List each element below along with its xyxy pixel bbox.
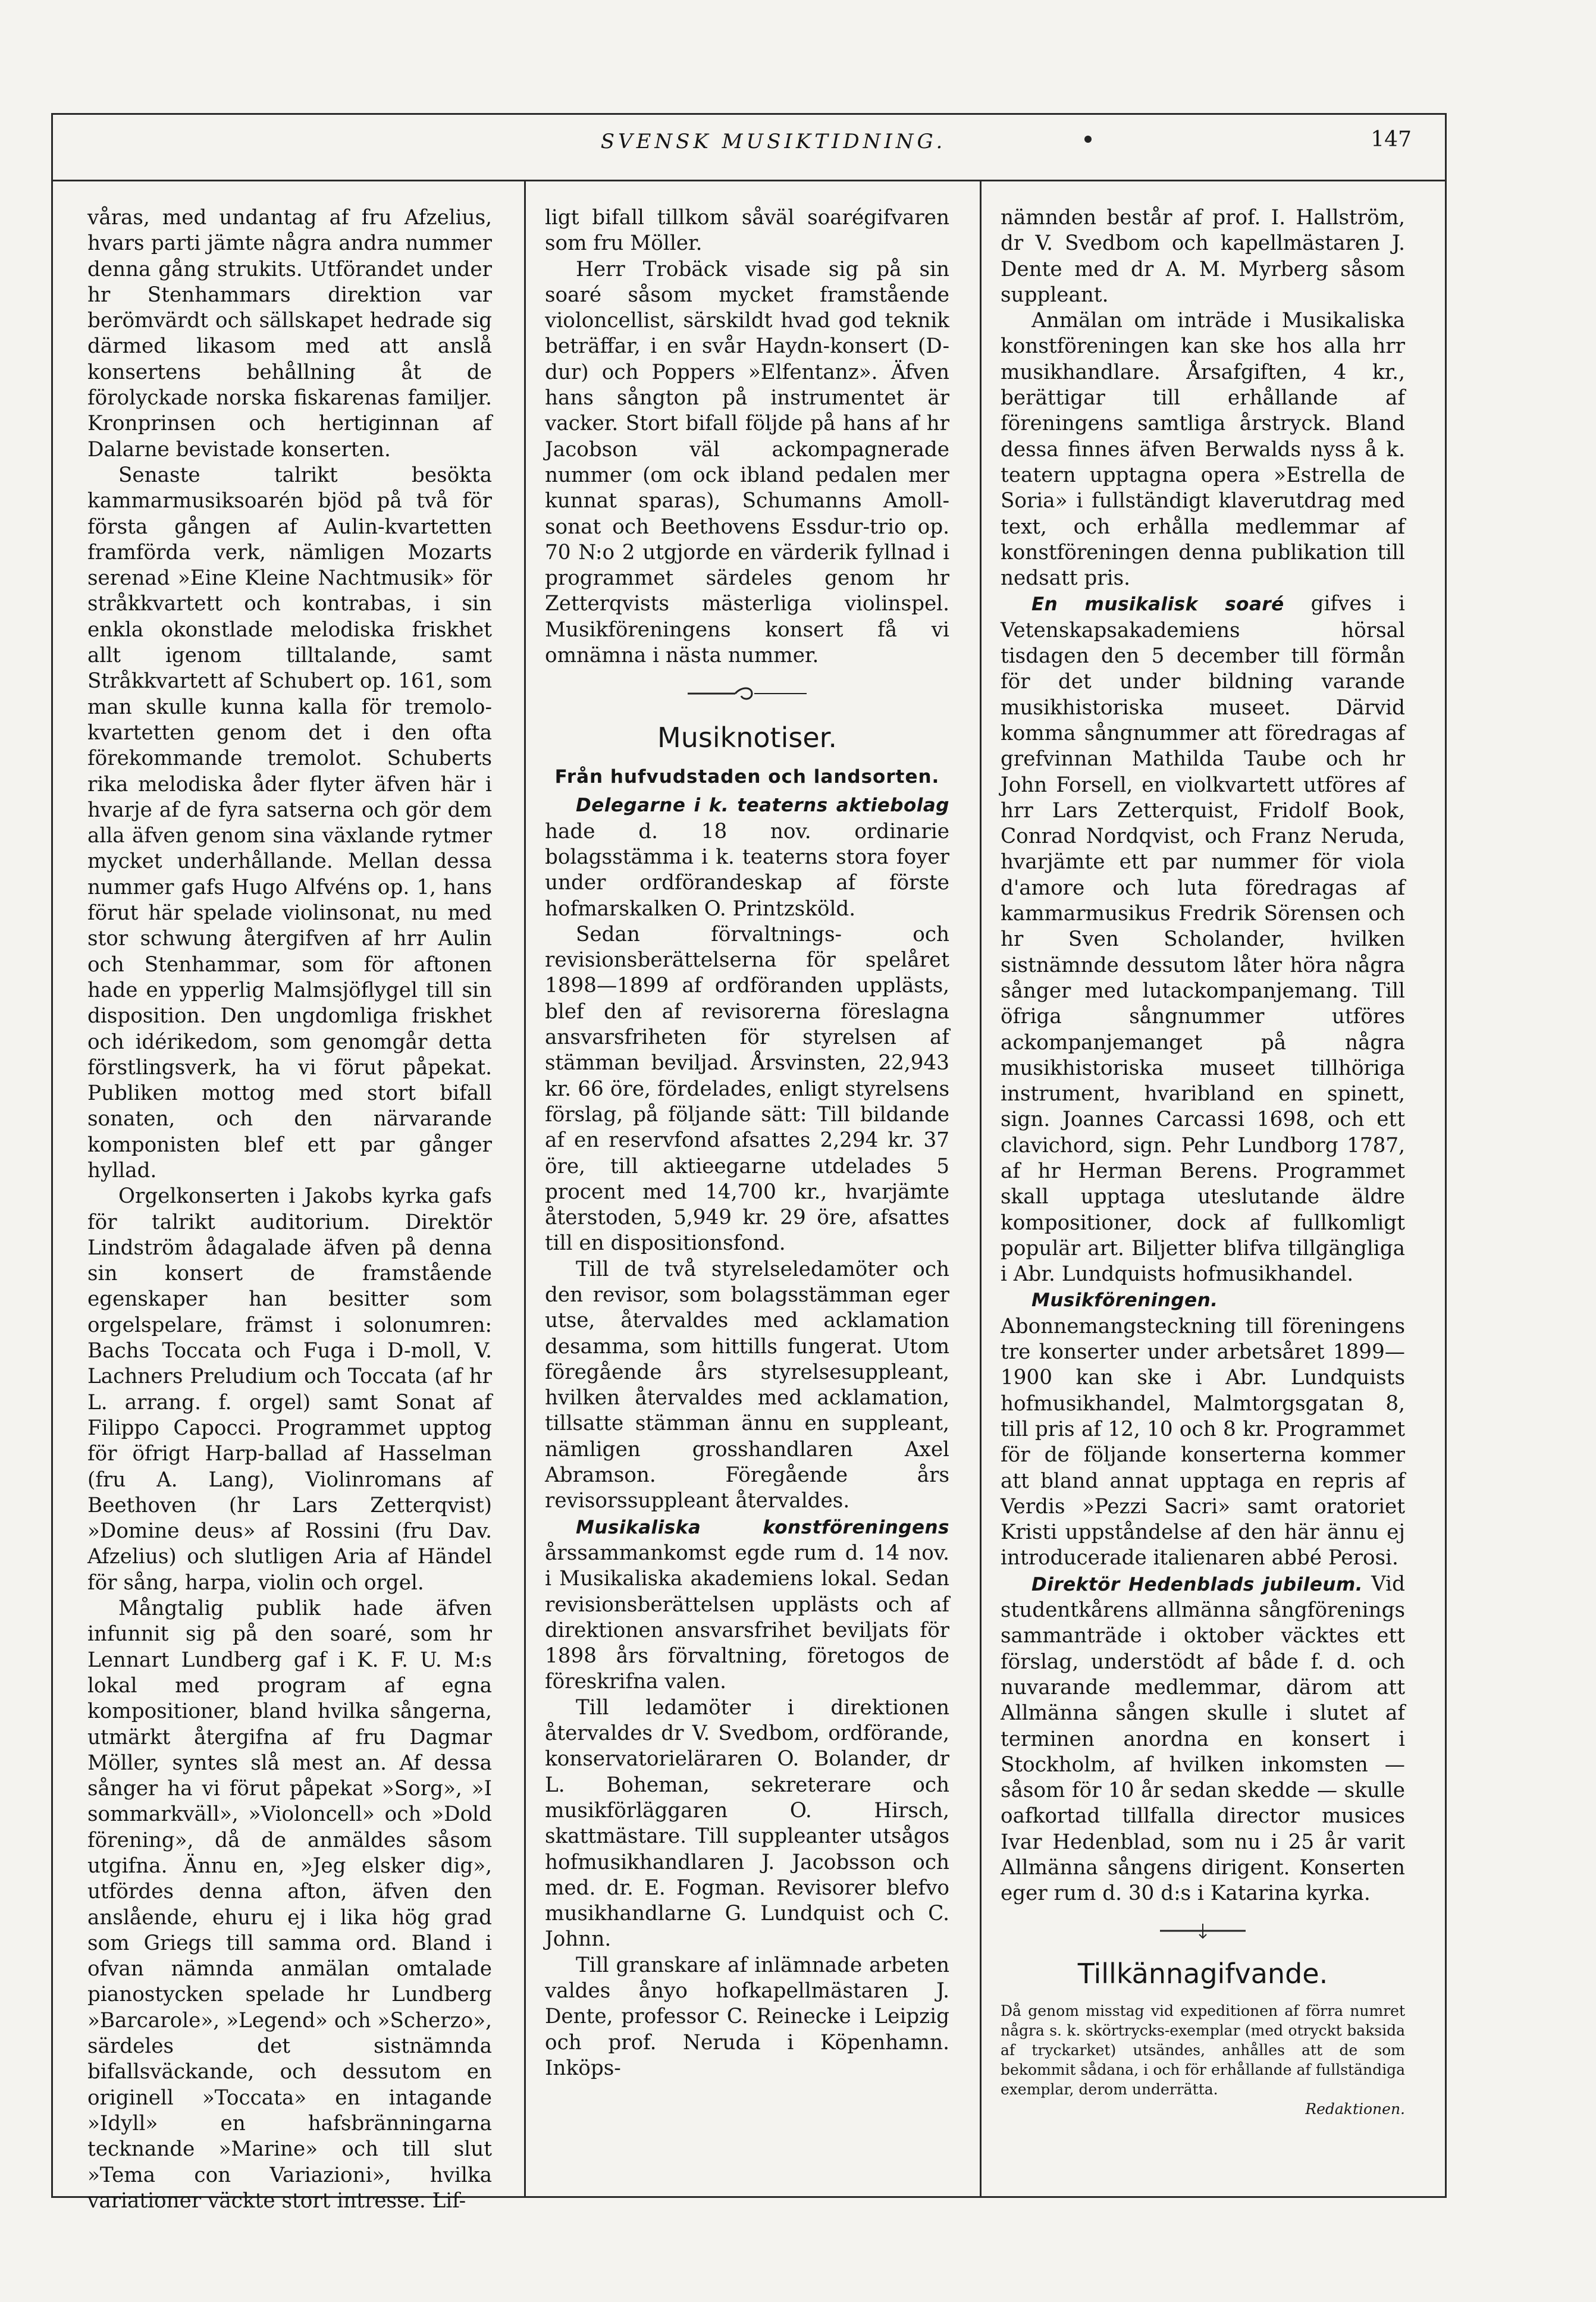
paragraph: Anmälan om inträde i Musikaliska konstföreningen kan ske hos alla hrr musikhandlare. Årsafgiften, 4 kr., berättigar till erhållande af föreningens samtliga årstryck. Bland dessa finnes äfven Berwalds nyss å k. teatern upptagna opera »Estrella de Soria» i fullständigt klaverutdrag med text, och erhålla medlemmar af konstföreningen denna publikation till nedsatt pris. — [1001, 309, 1405, 591]
column-2 — [545, 205, 949, 2081]
page-number: 147 — [1371, 127, 1412, 152]
lead-in: Musikföreningen. — [1031, 1290, 1218, 1312]
paragraph — [1001, 1287, 1405, 1571]
paragraph: Herr Trobäck visade sig på sin soaré såsom mycket framstående violoncellist, särskildt hvad god teknik beträffar, i en svår Haydn-konsert (D-dur) och Poppers »Elfentanz». Äfven hans sångton på instrumentet är vacker. Stort bifall följde på hans af hr Jacobson väl ackompagnerade nummer (om ock ibland pedalen mer kunnat sparas), Schumanns Amoll-sonat och Beethovens Essdur-trio op. 70 N:o 2 utgjorde en värderik fyllnad i programmet särdeles genom hr Zetterqvists mästerliga violinspel. Musikföreningens konsert få vi omnämna i nästa nummer. — [545, 257, 949, 668]
paragraph-text: Abonnemangsteckning till föreningens tre konserter under arbetsåret 1899—1900 kan ske i Abr. Lundquists hofmusikhandel, Malmtorgsgatan 8, till pris af 12, 10 och 8 kr. Programmet för de följande konserterna kommer att bland annat upptaga en repris af Verdis »Pezzi Sacri» samt oratoriet Kristi uppståndelse af den här ännu ej introducerade italienaren abbé Perosi. — [1001, 1314, 1405, 1570]
column-rule-1 — [524, 180, 526, 2198]
paragraph: Senaste talrikt besökta kammarmusiksoarén bjöd på två för första gången af Aulin-kvartetten framförda verk, nämligen Mozarts serenad »Eine Kleine Nachtmusik» för stråkkvartett och kontrabas, i sin enkla okonstlade melodiska friskhet allt igenom tilltalande, samt Stråkkvartett af Schubert op. 161, som man skulle kunna kalla för tremolo-kvartetten genom det i den ofta förekommande tremolot. Schuberts rika melodiska åder flyter äfven här i hvarje af de fyra satserna och gör dem alla äfven genom sina växlande rytmer mycket underhållande. Mellan dessa nummer gafs Hugo Alfvéns op. 1, hans förut här spelade violinsonat, nu med stor schwung återgifven af hrr Aulin och Stenhammar, som för aftonen hade en ypperlig Malmsjöflygel till sin disposition. Den ungdomliga friskhet och idérikedom, som genomgår detta förstlingsverk, ha vi förut påpekat. Publiken mottog med stort bifall sonaten, och den närvarande komponisten blef ett par gånger hyllad. — [87, 463, 492, 1183]
ornament-divider-icon — [1155, 1920, 1250, 1942]
paragraph: ligt bifall tillkom såväl soarégifvaren som fru Möller. — [545, 206, 949, 256]
paragraph: Mångtalig publik hade äfven infunnit sig på den soaré, som hr Lennart Lundberg gaf i K. F. U. M:s lokal med program af egna kompositioner, bland hvilka sångerna, utmärkt återgifna af fru Dagmar Möller, syntes slå mest an. Af dessa sånger ha vi förut påpekat »Sorg», »I sommarkväll», »Violoncell» och »Dold förening», då de anmäldes såsom utgifna. Ännu en, »Jeg elsker dig», utfördes denna afton, äfven den anslående, ehuru ej i lika hög grad som Griegs till samma ord. Bland i ofvan nämnda anmälan omtalade pianostycken spelade hr Lundberg »Barcarole», »Legend» och »Scherzo», särdeles det sistnämnda bifallsväckande, och dessutom en originell »Toccata» en intagande »Idyll» en hafsbränningarna tecknande »Marine» och till slut »Tema con Variazioni», hvilka variationer väckte stort intresse. Lif- — [87, 1597, 492, 2213]
section-subtitle: Från hufvudstaden och landsorten. — [554, 766, 940, 788]
paragraph: våras, med undantag af fru Afzelius, hvars parti jämte några andra nummer denna gång strukits. Utförandet under hr Stenhammars direktion var berömvärdt och sällskapet hedrade sig därmed likasom med att anslå konsertens behållning åt de förolyckade norska fiskarenas familjer. Kronprinsen och hertiginnan af Dalarne bevistade konserten. — [87, 206, 492, 462]
notice-signature: Redaktionen. — [1305, 2100, 1405, 2118]
paragraph-text: hade d. 18 nov. ordinarie bolagsstämma i k. teaterns stora foyer under ordförandeskap af förste hofmarskalken O. Printzsköld. — [545, 819, 949, 921]
header-dot — [1084, 136, 1092, 143]
paragraph: Sedan förvaltnings- och revisionsberättelserna för spelåret 1898—1899 af ordföranden upplästs, blef den af revisorerna föreslagna ansvarsfriheten för styrelsen af stämman beviljad. Årsvinsten, 22,943 kr. 66 öre, fördelades, enligt styrelsens förslag, på följande sätt: Till bildande af en reservfond afsattes 2,294 kr. 37 öre, till aktieegarne utdelades 5 procent med 14,700 kr., hvarjämte återstoden, 5,949 kr. 29 öre, afsattes till en dispositionsfond. — [545, 922, 949, 1256]
column-3 — [1001, 205, 1405, 2119]
paragraph-text: årssammankomst egde rum d. 14 nov. i Musikaliska akademiens lokal. Sedan revisionsberättelsen upplästs och af direktionen ansvarsfrihet beviljats för 1898 års förvaltning, företogos de föreskrifna valen. — [545, 1541, 949, 1694]
column-rule-2 — [980, 180, 982, 2198]
paragraph-text: gifves i Vetenskapsakademiens hörsal tisdagen den 5 december till förmån för det under bildning varande musikhistoriska museet. Därvid komma sångnummer att föredragas af grefvinnan Mathilda Taube och hr John Forsell, en violkvartett utföres af hrr Lars Zetterquist, Fridolf Book, Conrad Nordqvist, och Franz Neruda, hvarjämte ett par nummer för viola d'amore och luta föredragas af kammarmusikus Fredrik Sörensen och hr Sven Scholander, hvilken sistnämnde dessutom låter höra några sånger med lutackompanjemang. Till öfriga sångnummer utföres ackompanjemanget på några musikhistoriska museet tillhöriga instrument, hvaribland en spinett, sign. Joannes Carcassi 1698, och ett clavichord, sign. Pehr Lundborg 1787, af hr Herman Berens. Programmet skall upptaga uteslutande äldre kompositioner, dock af fullkomligt populär art. Biljetter blifva tillgängliga i Abr. Lundquists hofmusikhandel. — [1001, 592, 1405, 1287]
lead-in: Direktör Hedenblads jubileum. — [1031, 1573, 1363, 1595]
paragraph — [545, 792, 949, 921]
header-rule — [51, 180, 1447, 181]
column-1 — [87, 205, 492, 2214]
lead-in: Delegarne i k. teaterns aktiebolag — [576, 795, 949, 817]
notice-text: Då genom misstag vid expeditionen af förra numret några s. k. skörtrycks-exemplar (med otryckt baksida af tryckarket) utsändes, anhålles att de som bekommit sådana, i och för erhållande af fullständiga exemplar, derom underrätta. — [1001, 2002, 1405, 2098]
paragraph: Till de två styrelseledamöter och den revisor, som bolagsstämman eger utse, återvaldes med acklamation desamma, som hittills fungerat. Utom föregående års styrelsesuppleant, hvilken återvaldes med acklamation, tillsatte stämman ännu en suppleant, nämligen grosshandlaren Axel Abramson. Föregående års revisorssuppleant återvaldes. — [545, 1257, 949, 1513]
paragraph-text: Vid studentkårens allmänna sångförenings sammanträde i oktober väcktes ett förslag, understödt af både f. d. och nuvarande medlemmar, därom att Allmänna sången skulle i slutet af terminen anordna en konsert i Stockholm, af hvilken inkomsten — såsom för 10 år sedan skedde — skulle oafkortad tillfalla director musices Ivar Hedenblad, som nu i 25 år varit Allmänna sångens dirigent. Konserten eger rum d. 30 d:s i Katarina kyrka. — [1001, 1572, 1406, 1906]
lead-in: En musikalisk soaré — [1031, 594, 1284, 616]
paragraph: nämnden består af prof. I. Hallström, dr V. Svedbom och kapellmästaren J. Dente med dr A. M. Myrberg såsom suppleant. — [1001, 206, 1405, 307]
paragraph — [1001, 1572, 1405, 1907]
paragraph: Till granskare af inlämnade arbeten valdes ånyo hofkapellmästaren J. Dente, professor C. Reinecke i Leipzig och prof. Neruda i Köpenhamn. Inköps- — [545, 1953, 949, 2080]
section-title: Musiknotiser. — [657, 722, 837, 754]
paragraph: Till ledamöter i direktionen återvaldes dr V. Svedbom, ordförande, konservatorieläraren O. Bolander, dr L. Boheman, sekreterare och musikförläggaren O. Hirsch, skattmästare. Till suppleanter utsågos hofmusikhandlaren J. Jacobsson och med. dr. E. Fogman. Revisorer blefvo musikhandlarne G. Lundquist och C. Johnn. — [545, 1695, 949, 1952]
paragraph — [545, 1514, 949, 1695]
masthead: SVENSK MUSIKTIDNING. — [600, 130, 946, 153]
paragraph — [1001, 591, 1405, 1287]
notice-title: Tillkännagifvande. — [1077, 1957, 1328, 1990]
ornament-divider-icon — [682, 682, 813, 705]
paragraph: Orgelkonserten i Jakobs kyrka gafs för talrikt auditorium. Direktör Lindström ådagalade äfven på denna sin konsert de framstående egenskaper han besitter som orgelspelare, främst i solonumren: Bachs Toccata och Fuga i D-moll, V. Lachners Preludium och Toccata (af hr L. arrang. f. orgel) samt Sonat af Filippo Capocci. Programmet upptog för öfrigt Harp-ballad af Hasselman (fru A. Lang), Violinromans af Beethoven (hr Lars Zetterqvist) »Domine deus» af Rossini (fru Dav. Afzelius) och slutligen Aria af Händel för sång, harpa, violin och orgel. — [87, 1184, 492, 1595]
lead-in: Musikaliska konstföreningens — [576, 1516, 949, 1538]
